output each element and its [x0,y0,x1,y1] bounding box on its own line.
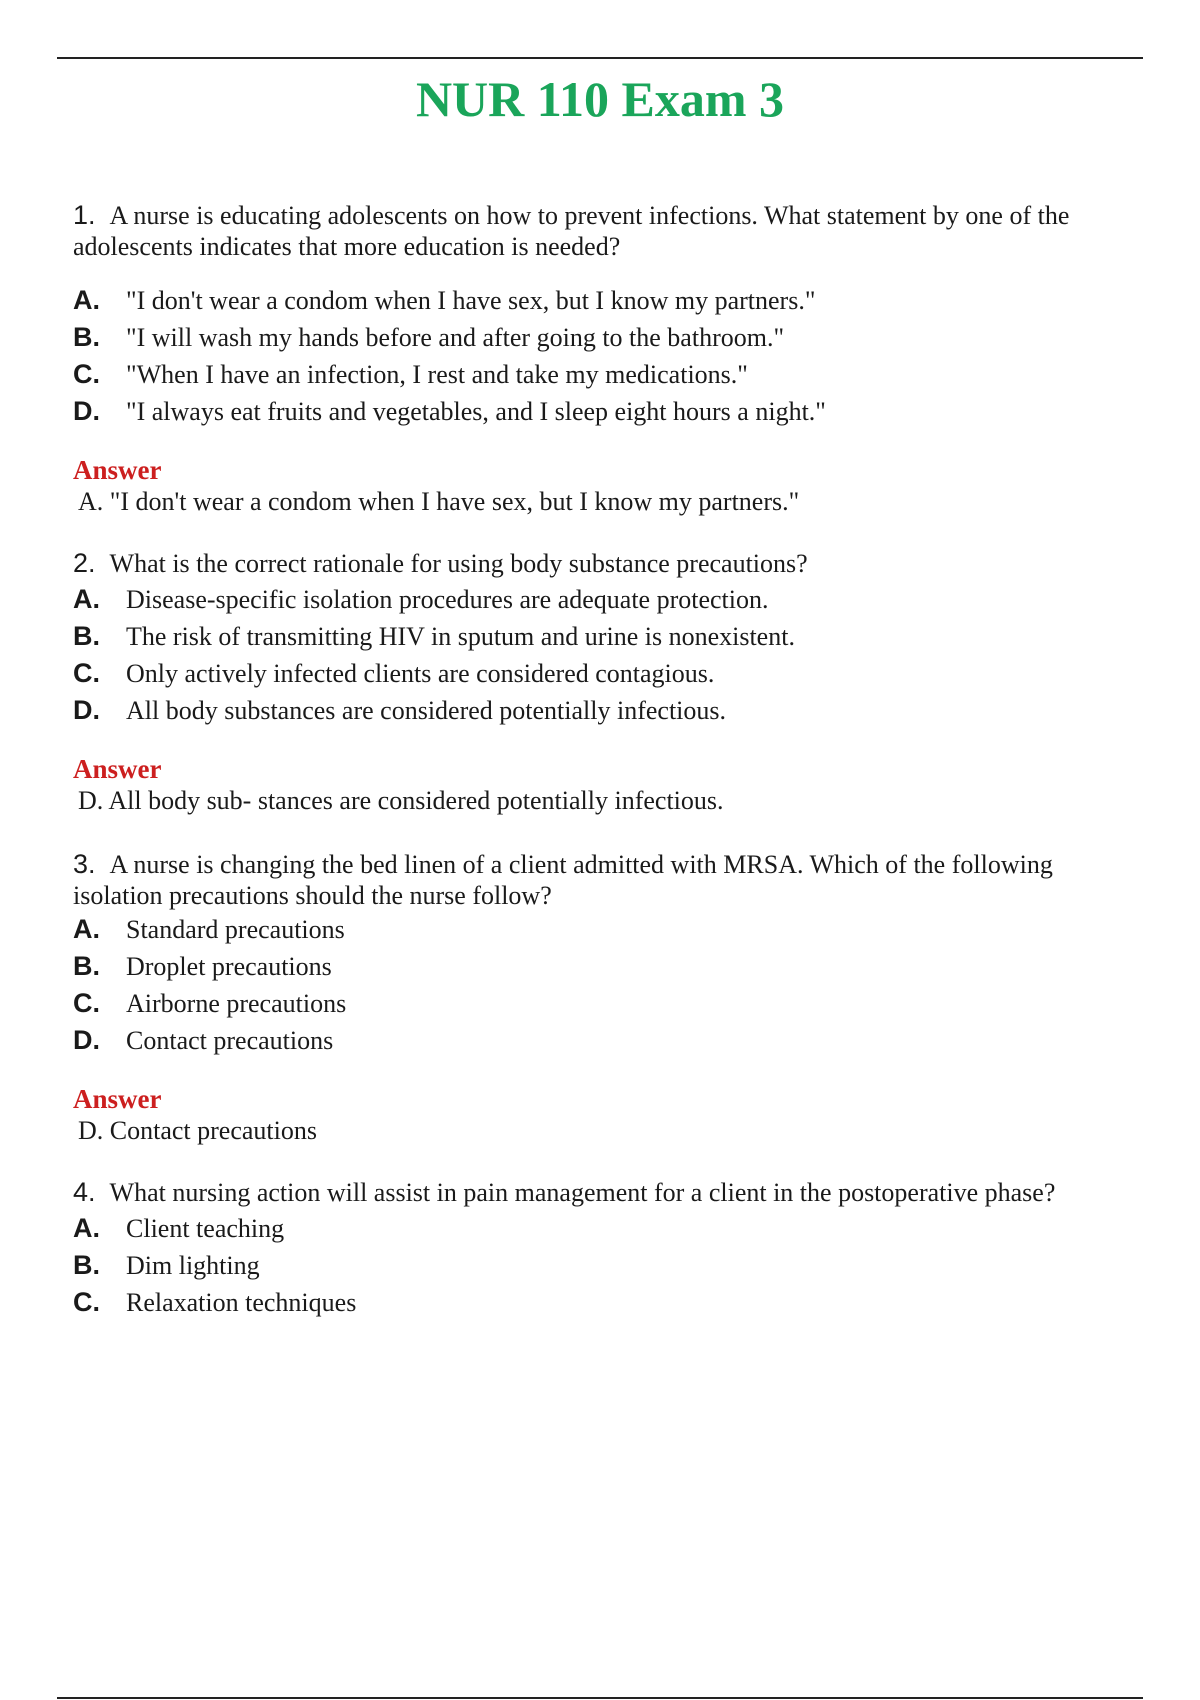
option-list [73,282,1143,430]
question-list [73,200,1143,1321]
bottom-divider [57,1697,1143,1699]
option-text: Droplet precautions [126,952,332,981]
option-text: All body substances are considered potentially infectious. [126,696,727,725]
answer-block [73,454,1143,518]
option-letter: C. [73,359,100,389]
option-letter: D. [73,1025,100,1055]
option-text: "When I have an infection, I rest and take my medications." [126,360,748,389]
option-a [73,282,1143,319]
option-letter: C. [73,658,100,688]
option-text: "I don't wear a condom when I have sex, but I know my partners." [126,286,816,315]
option-b [73,618,1143,655]
option-letter: B. [73,1250,100,1280]
question-stem [73,1177,1143,1208]
question-stem [73,548,1143,579]
option-text: Disease-specific isolation procedures are adequate protection. [126,585,769,614]
option-list [73,1210,1143,1321]
option-d [73,1022,1143,1059]
option-text: Contact precautions [126,1026,334,1055]
option-list [73,911,1143,1059]
question-text: A nurse is educating adolescents on how to prevent infections. What statement by one of the adolescents indicates that more education is needed? [73,201,1070,261]
option-a [73,1210,1143,1247]
question-number: 3. [73,849,96,879]
option-c [73,985,1143,1022]
option-letter: B. [73,621,100,651]
option-letter: D. [73,396,100,426]
option-text: Airborne precautions [126,989,347,1018]
option-text: Relaxation techniques [126,1288,357,1317]
option-text: Only actively infected clients are considered contagious. [126,659,715,688]
answer-text: D. Contact precautions [78,1116,317,1145]
option-b [73,319,1143,356]
option-a [73,581,1143,618]
option-text: Dim lighting [126,1251,260,1280]
question-stem [73,849,1143,911]
question-text: What nursing action will assist in pain management for a client in the postoperative phase? [109,1178,1056,1207]
option-c [73,655,1143,692]
answer-label: Answer [73,455,162,485]
option-text: "I always eat fruits and vegetables, and I sleep eight hours a night." [126,397,826,426]
option-c [73,356,1143,393]
option-letter: A. [73,1213,100,1243]
option-letter: B. [73,322,100,352]
question-text: What is the correct rationale for using body substance precautions? [109,549,808,578]
answer-block [73,1083,1143,1147]
option-letter: C. [73,988,100,1018]
option-text: "I will wash my hands before and after going to the bathroom." [126,323,785,352]
option-text: Client teaching [126,1214,285,1243]
option-letter: C. [73,1287,100,1317]
option-b [73,1247,1143,1284]
option-letter: A. [73,914,100,944]
answer-text: A. "I don't wear a condom when I have sex, but I know my partners." [78,487,800,516]
option-letter: A. [73,285,100,315]
answer-block [73,753,1143,817]
question-text: A nurse is changing the bed linen of a client admitted with MRSA. Which of the following isolation precautions should the nurse follow? [73,850,1053,910]
option-letter: A. [73,584,100,614]
option-letter: B. [73,951,100,981]
question-4 [73,1177,1143,1321]
question-stem [73,200,1143,262]
question-number: 4. [73,1177,96,1207]
option-b [73,948,1143,985]
answer-label: Answer [73,754,162,784]
option-a [73,911,1143,948]
option-d [73,692,1143,729]
answer-label: Answer [73,1084,162,1114]
answer-text: D. All body sub- stances are considered potentially infectious. [78,786,724,815]
question-1 [73,200,1143,518]
question-number: 2. [73,548,96,578]
option-text: Standard precautions [126,915,345,944]
option-d [73,393,1143,430]
question-2 [73,548,1143,817]
top-divider [57,57,1143,59]
option-c [73,1284,1143,1321]
question-3 [73,849,1143,1147]
option-letter: D. [73,695,100,725]
option-list [73,581,1143,729]
question-number: 1. [73,200,96,230]
option-text: The risk of transmitting HIV in sputum and urine is nonexistent. [126,622,795,651]
page-title: NUR 110 Exam 3 [415,71,785,127]
